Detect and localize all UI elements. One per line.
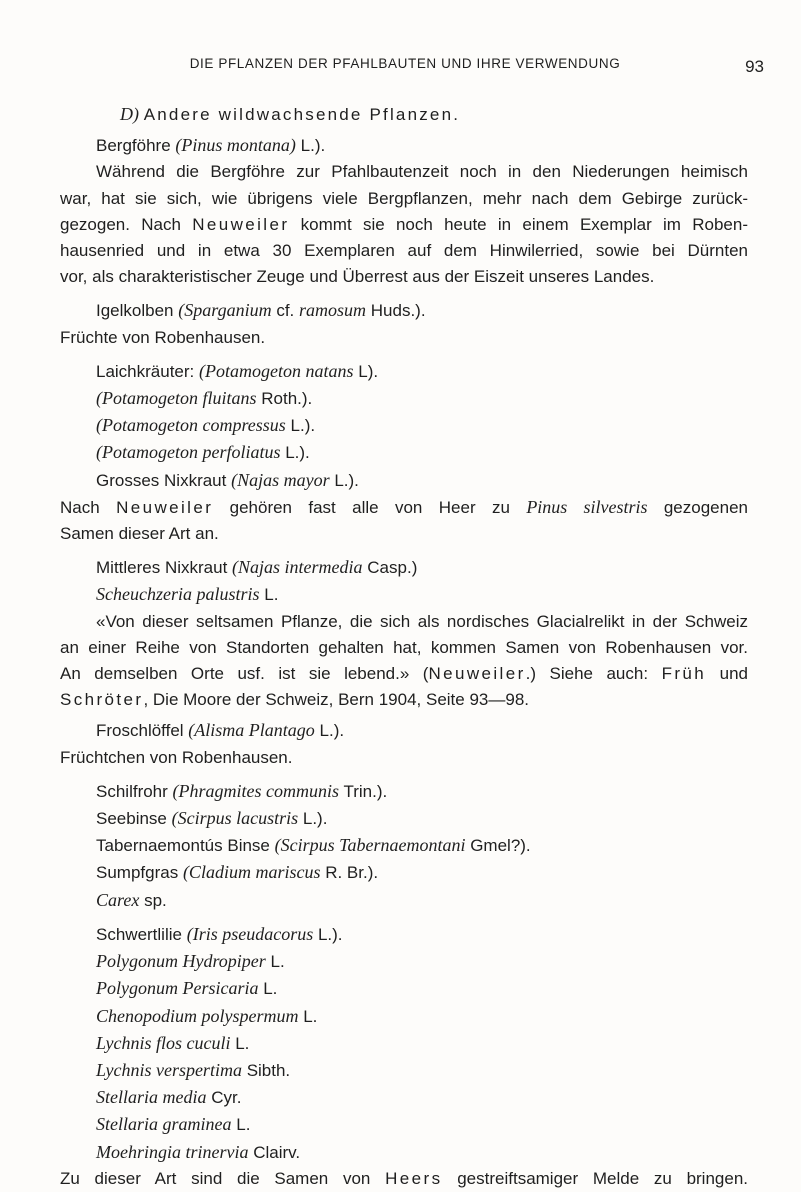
entry-najas-mayor: Grosses Nixkraut (Najas mayor L.).	[96, 469, 359, 490]
paragraph-line: Früchtchen von Robenhausen.	[60, 747, 293, 767]
list-item: Schwertlilie (Iris pseudacorus L.).	[96, 923, 343, 944]
list-item: Chenopodium polyspermum L.	[96, 1005, 318, 1026]
paragraph-line: an einer Reihe von Standorten gehalten hat, kommen Samen von Robenhausen vor.	[60, 637, 748, 657]
paragraph-line: hausenried und in etwa 30 Exemplaren auf dem Hinwilerried, sowie bei Dürnten	[60, 241, 748, 261]
entry-laichkraeuter: Laichkräuter: (Potamogeton natans L).	[96, 360, 379, 381]
closing-line: Zu dieser Art sind die Samen von Heers gestreiftsamiger Melde zu bringen.	[60, 1168, 748, 1188]
list-item: (Potamogeton perfoliatus L.).	[96, 442, 310, 463]
list-item: Carex sp.	[96, 889, 167, 910]
running-head: DIE PFLANZEN DER PFAHLBAUTEN UND IHRE VERWENDUNG	[189, 56, 621, 71]
section-title: Andere wildwachsende Pflanzen.	[143, 105, 461, 124]
paragraph-line: An demselben Orte usf. ist sie lebend.» (Neuweiler.) Siehe auch: Früh und	[60, 664, 749, 684]
list-item: Stellaria media Cyr.	[96, 1087, 242, 1108]
list-item: (Potamogeton compressus L.).	[96, 415, 316, 436]
list-item: Polygonum Hydropiper L.	[96, 951, 285, 972]
entry-najas-intermedia: Mittleres Nixkraut (Najas intermedia Casp.)	[96, 557, 418, 578]
entry-froschloeffel: Froschlöffel (Alisma Plantago L.).	[96, 720, 345, 741]
list-item: Lychnis verspertima Sibth.	[96, 1059, 291, 1080]
paragraph-line: vor, als charakteristischer Zeuge und Überrest aus der Eiszeit unseres Landes.	[60, 267, 655, 287]
list-item: Lychnis flos cuculi L.	[96, 1032, 250, 1053]
paragraph-line: Nach Neuweiler gehören fast alle von Heer zu Pinus silvestris gezogenen	[60, 496, 748, 517]
paragraph-line: Samen dieser Art an.	[60, 524, 219, 544]
list-item: Tabernaemontús Binse (Scirpus Tabernaemontani Gmel?).	[96, 835, 531, 856]
page-number: 93	[745, 57, 764, 76]
section-heading	[120, 101, 748, 128]
list-item: Sumpfgras (Cladium mariscus R. Br.).	[96, 862, 379, 883]
list-item: Moehringia trinervia Clairv.	[96, 1141, 301, 1162]
entry-igelkolben: Igelkolben (Sparganium cf. ramosum Huds.).	[96, 300, 426, 321]
list-item: Seebinse (Scirpus lacustris L.).	[96, 808, 328, 829]
list-item: (Potamogeton fluitans Roth.).	[96, 388, 313, 409]
paragraph-line: Früchte von Robenhausen.	[60, 327, 266, 347]
paragraph-line: war, hat sie sich, wie übrigens viele Bergpflanzen, mehr nach dem Gebirge zurück-	[60, 188, 748, 208]
plant-list-a	[60, 778, 748, 914]
entry-scheuchzeria: Scheuchzeria palustris L.	[96, 584, 279, 605]
list-item: Schilfrohr (Phragmites communis Trin.).	[96, 780, 388, 801]
list-item: Polygonum Persicaria L.	[96, 978, 278, 999]
section-label: D)	[120, 104, 139, 124]
entry-bergfoehre: Bergföhre (Pinus montana) L.).	[96, 135, 326, 156]
plant-list-b	[60, 921, 748, 1166]
paragraph-line: Während die Bergföhre zur Pfahlbautenzeit noch in den Niederungen heimisch	[96, 162, 748, 182]
page-body	[60, 101, 748, 1192]
paragraph-line: Schröter, Die Moore der Schweiz, Bern 1904, Seite 93—98.	[60, 690, 529, 710]
paragraph-line: «Von dieser seltsamen Pflanze, die sich als nordisches Glacialrelikt in der Schweiz	[96, 611, 748, 631]
list-item: Stellaria graminea L.	[96, 1114, 251, 1135]
paragraph-line: gezogen. Nach Neuweiler kommt sie noch heute in einem Exemplar im Roben-	[60, 214, 748, 234]
